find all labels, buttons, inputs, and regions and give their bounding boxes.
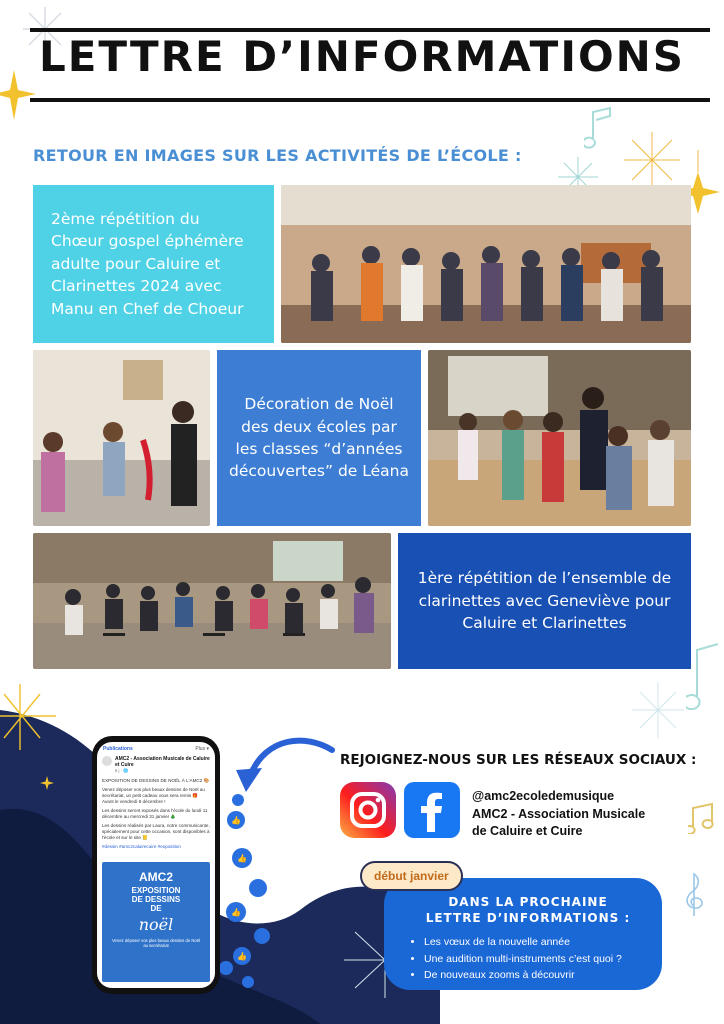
poster-line: DE DESSINS — [131, 895, 181, 904]
facebook-icon[interactable] — [404, 782, 460, 838]
sparkle-icon — [630, 680, 686, 740]
activities-heading: RETOUR EN IMAGES SUR LES ACTIVITÉS DE L’ÉCOLE : — [33, 146, 522, 165]
svg-text:👍: 👍 — [237, 952, 247, 961]
like-bubbles-icon — [218, 786, 278, 996]
activity-caption-choir — [33, 185, 274, 343]
activity-caption-text: 1ère répétition de l’ensemble de clarinettes avec Geneviève pour Caluire et Clarinettes — [417, 569, 672, 633]
phone-screen — [97, 742, 215, 988]
phone-hashtags[interactable]: #dessin #amc2caluirecuire #exposition — [102, 843, 181, 849]
next-letter-box — [384, 878, 662, 990]
page-title: LETTRE D’INFORMATIONS — [38, 32, 686, 81]
social-org-name: de Caluire et Cuire — [472, 824, 583, 838]
next-letter-item: • De nouveaux zooms à découvrir — [424, 967, 646, 983]
curved-arrow-icon — [236, 734, 336, 794]
svg-text:👍: 👍 — [231, 908, 241, 917]
social-org-name: AMC2 - Association Musicale — [472, 806, 646, 821]
phone-post-paragraph: Venez déposer vos plus beaux dessins de Noël au secrétariat, un petit cadeau vous sera remis 🎁 Avant le vendredi 8 décembre ! — [102, 786, 205, 804]
next-letter-item: • Les vœux de la nouvelle année — [424, 934, 646, 950]
phone-post-paragraph: Les dessins seront exposés dans l'école du lundi 11 décembre au mercredi 31 janvier 🎄 — [102, 807, 208, 819]
poster-line: DE — [150, 904, 162, 913]
next-letter-heading-line: LETTRE D’INFORMATIONS : — [425, 911, 631, 926]
music-note-icon — [584, 106, 614, 150]
svg-text:👍: 👍 — [231, 816, 241, 825]
activity-caption-text: 2ème répétition du Chœur gospel éphémère adulte pour Caluire et Clarinettes 2024 avec Manu en Chef de Choeur — [51, 209, 244, 318]
phone-post-poster — [102, 862, 210, 982]
treble-clef-icon — [682, 868, 706, 920]
poster-script: noël — [138, 915, 174, 934]
title-rule-bottom — [30, 98, 710, 102]
phone-tab-publications[interactable]: Publications — [103, 746, 133, 752]
children-rehearsal-photo — [428, 350, 691, 526]
next-letter-list — [410, 934, 646, 983]
clarinet-ensemble-photo — [33, 533, 391, 669]
activity-caption-clarinets — [398, 533, 691, 669]
phone-post-paragraph: Les dessins réalisés par Laura, notre communicante, spécialement pour cette occasion, sont disponibles à l'école et sur le site 📒 — [102, 822, 210, 840]
next-letter-item: • Une audition multi-instruments c’est quoi ? — [424, 951, 646, 967]
phone-mockup — [92, 736, 220, 994]
children-decoration-photo — [33, 350, 210, 526]
phone-post-time: 6 j · 🌐 — [115, 768, 129, 773]
sparkle-icon — [40, 776, 54, 790]
next-letter-heading — [410, 894, 646, 926]
social-details — [472, 788, 645, 841]
sparkle-icon — [622, 130, 682, 190]
phone-more-menu[interactable]: Plus ▾ — [195, 746, 209, 752]
instagram-icon[interactable] — [340, 782, 396, 838]
choir-photo — [281, 185, 691, 343]
svg-text:👍: 👍 — [237, 854, 247, 863]
poster-line: EXPOSITION — [131, 886, 181, 895]
phone-post-title: EXPOSITION DE DESSINS DE NOËL À L'AMC2 🎨 — [102, 778, 210, 783]
decorative-wave — [0, 680, 80, 760]
page-avatar — [102, 756, 112, 766]
activity-caption-decoration — [217, 350, 421, 526]
music-note-icon — [686, 640, 724, 710]
activity-caption-text: Décoration de Noël des deux écoles par les classes “d’années découvertes” de Léana — [229, 395, 409, 481]
music-note-icon — [688, 800, 718, 834]
poster-footer: Venez déposer vos plus beaux dessins de Noël au secrétariat — [112, 938, 200, 949]
poster-brand: AMC2 — [138, 870, 173, 884]
phone-page-name[interactable]: AMC2 - Association Musicale de Caluire et Cuire — [115, 756, 210, 768]
social-handle[interactable]: @amc2ecoledemusique — [472, 789, 615, 803]
date-badge: début janvier — [360, 861, 463, 891]
social-heading: REJOIGNEZ-NOUS SUR LES RÉSEAUX SOCIAUX : — [340, 752, 697, 768]
next-letter-heading-line: DANS LA PROCHAINE — [448, 895, 608, 909]
